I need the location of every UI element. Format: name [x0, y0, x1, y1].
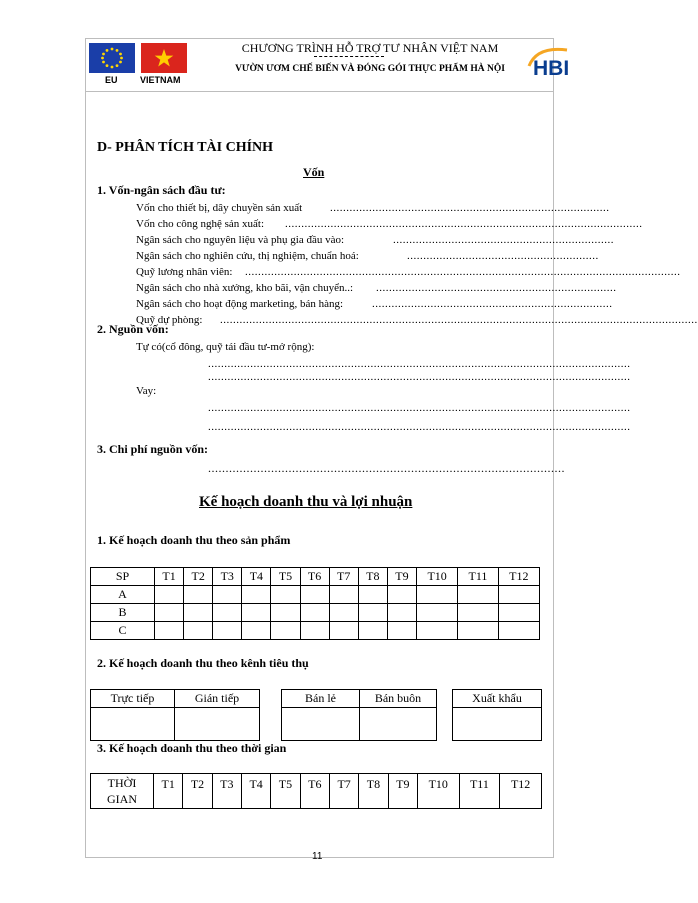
table-cell[interactable]: [242, 622, 271, 640]
table-cell[interactable]: [91, 708, 175, 741]
row-label: C: [91, 622, 155, 640]
table-cell[interactable]: [329, 586, 358, 604]
table-cell[interactable]: [498, 586, 539, 604]
fill-line: ......................................................................................................: [208, 461, 565, 475]
fill-line: ..........................................................................: [372, 298, 613, 310]
fill-line: ......................................................................................................................................: [245, 266, 681, 278]
budget-item: Vốn cho công nghệ sản xuất:: [136, 218, 264, 230]
table-header-cell: T9: [387, 568, 416, 586]
table-header-cell: T5: [271, 774, 300, 809]
channel-group-export: [452, 689, 542, 741]
channel-header: Gián tiếp: [175, 690, 260, 708]
capital-heading: Vốn: [303, 165, 325, 179]
table-header-cell: T2: [184, 568, 213, 586]
star-icon: [141, 43, 187, 73]
eu-label: EU: [105, 75, 118, 85]
table-header-cell: T11: [459, 774, 500, 809]
hbi-logo: [527, 44, 579, 80]
table-header-cell: T1: [155, 568, 184, 586]
table-cell[interactable]: [155, 622, 184, 640]
table-header-cell: T11: [458, 568, 498, 586]
table-header-cell: T5: [271, 568, 300, 586]
time-label-line2: GIAN: [107, 792, 137, 806]
time-revenue-table: [90, 773, 542, 809]
channel-header: Xuất khẩu: [453, 690, 542, 708]
hbi-logo-icon: [527, 44, 581, 80]
budget-item: Ngân sách cho nguyên liệu và phụ gia đầu vào:: [136, 234, 345, 246]
fill-line: ...................................................................................................................................................: [220, 314, 698, 326]
table-row: [91, 586, 540, 604]
table-cell[interactable]: [458, 604, 498, 622]
table-cell[interactable]: [300, 604, 329, 622]
channel-header: Trực tiếp: [91, 690, 175, 708]
table-header-row: [91, 774, 542, 809]
row-label: B: [91, 604, 155, 622]
revenue-plan-heading: Kế hoạch doanh thu và lợi nhuận: [199, 494, 413, 510]
table-cell[interactable]: [329, 604, 358, 622]
table-header-cell: T2: [183, 774, 212, 809]
eu-flag: [89, 43, 135, 73]
table-header-cell: T7: [329, 568, 358, 586]
budget-item: Ngân sách cho nghiên cứu, thị nghiệm, chuẩn hoá:: [136, 250, 359, 262]
incubator-title: VƯỜN ƯƠM CHẾ BIẾN VÀ ĐÓNG GÓI THỰC PHẨM HÀ NỘI: [235, 64, 505, 74]
fill-line: ..................................................................................................................................: [208, 402, 631, 414]
table-cell[interactable]: [387, 604, 416, 622]
eu-stars-icon: [89, 43, 135, 73]
table-cell[interactable]: [329, 622, 358, 640]
channel-group-direct: [90, 689, 260, 741]
fill-line: ..........................................................................: [376, 282, 617, 294]
table-header-cell: T4: [241, 774, 270, 809]
page-number: 11: [312, 851, 323, 862]
title-underline: [314, 56, 384, 57]
table-cell[interactable]: [271, 604, 300, 622]
table-cell[interactable]: [387, 586, 416, 604]
program-title: CHƯƠNG TRÌNH HỖ TRỢ TƯ NHÂN VIỆT NAM: [241, 41, 499, 55]
budget-item: Ngân sách cho hoạt động marketing, bán hàng:: [136, 298, 344, 310]
table-header-cell: T10: [416, 568, 457, 586]
table-header-cell: T9: [388, 774, 417, 809]
table-cell[interactable]: [453, 708, 542, 741]
table-cell[interactable]: [184, 586, 213, 604]
section-title: D- PHÂN TÍCH TÀI CHÍNH: [97, 140, 274, 155]
fill-line: ....................................................................: [393, 234, 614, 246]
time-label-line1: THỜI: [107, 776, 137, 790]
table-cell[interactable]: [358, 586, 387, 604]
channel-header: Bán buôn: [360, 690, 437, 708]
table-cell[interactable]: [498, 622, 539, 640]
table-cell[interactable]: [271, 586, 300, 604]
table-header-cell: T10: [417, 774, 459, 809]
table-cell[interactable]: [387, 622, 416, 640]
table-header-cell: T7: [329, 774, 358, 809]
table-header-cell: SP: [91, 568, 155, 586]
table-header-cell: T12: [500, 774, 542, 809]
fill-line: ..................................................................................................................................: [208, 358, 631, 370]
table-cell[interactable]: [184, 622, 213, 640]
table-cell[interactable]: [155, 604, 184, 622]
row-label: A: [91, 586, 155, 604]
time-label-cell: [91, 774, 154, 809]
fill-line: ...........................................................: [407, 250, 599, 262]
fill-line: ..................................................................................................................................: [208, 421, 631, 433]
vietnam-flag: [141, 43, 187, 73]
by-product-heading: 1. Kế hoạch doanh thu theo sản phẩm: [97, 533, 291, 547]
fill-line: ..............................................................................................................: [285, 218, 643, 230]
header-divider: [85, 91, 554, 92]
table-header-row: [91, 568, 540, 586]
product-revenue-table: [90, 567, 540, 640]
fill-line: ..................................................................................................................................: [208, 371, 631, 383]
table-header-cell: T6: [300, 568, 329, 586]
table-cell[interactable]: [458, 586, 498, 604]
table-cell[interactable]: [242, 586, 271, 604]
table-cell[interactable]: [300, 622, 329, 640]
channel-group-retail: [281, 689, 437, 741]
table-header-cell: T8: [358, 568, 387, 586]
table-cell[interactable]: [360, 708, 437, 741]
table-header-cell: T1: [154, 774, 183, 809]
table-cell[interactable]: [213, 622, 242, 640]
channel-header: Bán lẻ: [282, 690, 360, 708]
table-cell[interactable]: [458, 622, 498, 640]
table-cell[interactable]: [282, 708, 360, 741]
sources-heading: 2. Nguồn vốn:: [97, 322, 169, 336]
table-cell[interactable]: [155, 586, 184, 604]
table-cell[interactable]: [498, 604, 539, 622]
svg-text:HBI: HBI: [533, 57, 570, 80]
budget-heading: 1. Vốn-ngân sách đầu tư:: [97, 183, 226, 197]
budget-item: Quỹ lương nhân viên:: [136, 266, 233, 278]
equity-label: Tự có(cổ đông, quỹ tái đầu tư-mở rộng):: [136, 341, 315, 353]
table-cell[interactable]: [271, 622, 300, 640]
table-row: [91, 604, 540, 622]
table-header-cell: T8: [359, 774, 388, 809]
fill-line: ......................................................................................: [330, 202, 610, 214]
table-cell[interactable]: [300, 586, 329, 604]
budget-item: Ngân sách cho nhà xưởng, kho bãi, vận chuyển..:: [136, 282, 354, 294]
table-cell[interactable]: [213, 586, 242, 604]
table-cell[interactable]: [213, 604, 242, 622]
table-cell[interactable]: [184, 604, 213, 622]
vietnam-label: VIETNAM: [140, 75, 181, 85]
budget-item: Quỹ dự phòng:: [136, 314, 203, 326]
budget-item: Vốn cho thiết bị, dây chuyền sản xuất: [136, 202, 303, 214]
table-header-cell: T6: [300, 774, 329, 809]
table-cell[interactable]: [416, 586, 457, 604]
by-channel-heading: 2. Kế hoạch doanh thu theo kênh tiêu thụ: [97, 656, 309, 670]
table-cell[interactable]: [358, 604, 387, 622]
table-header-cell: T12: [498, 568, 539, 586]
table-cell[interactable]: [358, 622, 387, 640]
table-header-cell: T3: [212, 774, 241, 809]
table-row: [91, 622, 540, 640]
loan-label: Vay:: [136, 385, 157, 397]
table-header-cell: T3: [213, 568, 242, 586]
by-time-heading: 3. Kế hoạch doanh thu theo thời gian: [97, 741, 287, 755]
table-cell[interactable]: [416, 622, 457, 640]
table-cell[interactable]: [242, 604, 271, 622]
table-header-cell: T4: [242, 568, 271, 586]
table-cell[interactable]: [175, 708, 260, 741]
table-cell[interactable]: [416, 604, 457, 622]
cost-heading: 3. Chi phí nguồn vốn:: [97, 442, 209, 456]
